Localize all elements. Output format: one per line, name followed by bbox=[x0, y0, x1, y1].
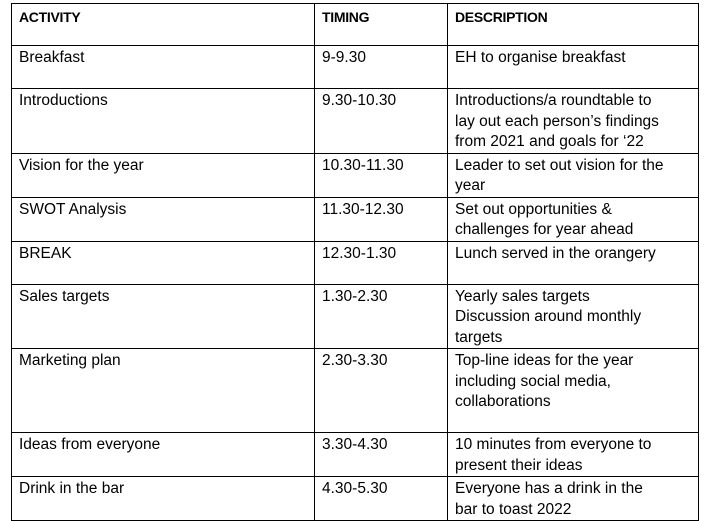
description-line: Lunch served in the orangery bbox=[455, 244, 656, 262]
table-row bbox=[12, 433, 699, 477]
description-line: challenges for year ahead bbox=[455, 221, 634, 238]
timing-cell: 2.30-3.30 bbox=[315, 349, 448, 433]
description-cell bbox=[448, 89, 699, 154]
description-line: Introductions/a roundtable to bbox=[455, 92, 652, 109]
description-cell bbox=[448, 477, 699, 521]
description-line: including social media, bbox=[455, 372, 611, 390]
timing-cell: 11.30-12.30 bbox=[315, 197, 448, 241]
description-line: Leader to set out vision for the bbox=[455, 156, 664, 174]
timing-cell: 9-9.30 bbox=[315, 46, 448, 89]
description-cell bbox=[448, 197, 699, 241]
activity-cell: Breakfast bbox=[12, 46, 315, 89]
timing-cell: 3.30-4.30 bbox=[315, 433, 448, 477]
description-line: Set out opportunities & bbox=[455, 200, 612, 218]
activity-cell: BREAK bbox=[12, 241, 315, 284]
description-line: Everyone has a drink in the bbox=[455, 480, 643, 497]
activity-cell: Ideas from everyone bbox=[12, 433, 315, 477]
description-line: targets bbox=[455, 328, 503, 346]
description-cell bbox=[448, 349, 699, 433]
header-timing: TIMING bbox=[315, 4, 448, 46]
table-row bbox=[12, 477, 699, 521]
description-cell bbox=[448, 433, 699, 477]
description-line: EH to organise breakfast bbox=[455, 49, 626, 66]
table-row bbox=[12, 349, 699, 433]
description-line: 10 minutes from everyone to bbox=[455, 436, 652, 453]
description-line: year bbox=[455, 177, 486, 194]
description-line: Yearly sales targets bbox=[455, 287, 590, 305]
activity-cell: Vision for the year bbox=[12, 153, 315, 197]
description-cell bbox=[448, 46, 699, 89]
table-row bbox=[12, 241, 699, 284]
description-line: bar to toast 2022 bbox=[455, 500, 572, 518]
description-cell bbox=[448, 241, 699, 284]
timing-cell: 4.30-5.30 bbox=[315, 477, 448, 521]
activity-cell: Introductions bbox=[12, 89, 315, 154]
activity-cell: Sales targets bbox=[12, 284, 315, 349]
agenda-table bbox=[11, 3, 699, 521]
timing-cell: 9.30-10.30 bbox=[315, 89, 448, 154]
table-row bbox=[12, 153, 699, 197]
description-line: collaborations bbox=[455, 393, 551, 410]
table-row bbox=[12, 46, 699, 89]
table-row bbox=[12, 89, 699, 154]
description-line: from 2021 and goals for ‘22 bbox=[455, 133, 644, 150]
timing-cell: 10.30-11.30 bbox=[315, 153, 448, 197]
table-row bbox=[12, 284, 699, 349]
activity-cell: Drink in the bar bbox=[12, 477, 315, 521]
description-line: Discussion around monthly bbox=[455, 308, 642, 325]
description-cell bbox=[448, 284, 699, 349]
activity-cell: SWOT Analysis bbox=[12, 197, 315, 241]
activity-cell: Marketing plan bbox=[12, 349, 315, 433]
header-activity: ACTIVITY bbox=[12, 4, 315, 46]
timing-cell: 1.30-2.30 bbox=[315, 284, 448, 349]
description-line: present their ideas bbox=[455, 456, 583, 474]
timing-cell: 12.30-1.30 bbox=[315, 241, 448, 284]
header-description: DESCRIPTION bbox=[448, 4, 699, 46]
table-row bbox=[12, 197, 699, 241]
header-row bbox=[12, 4, 699, 46]
description-cell bbox=[448, 153, 699, 197]
description-line: lay out each person’s findings bbox=[455, 112, 659, 130]
description-line: Top-line ideas for the year bbox=[455, 352, 634, 369]
